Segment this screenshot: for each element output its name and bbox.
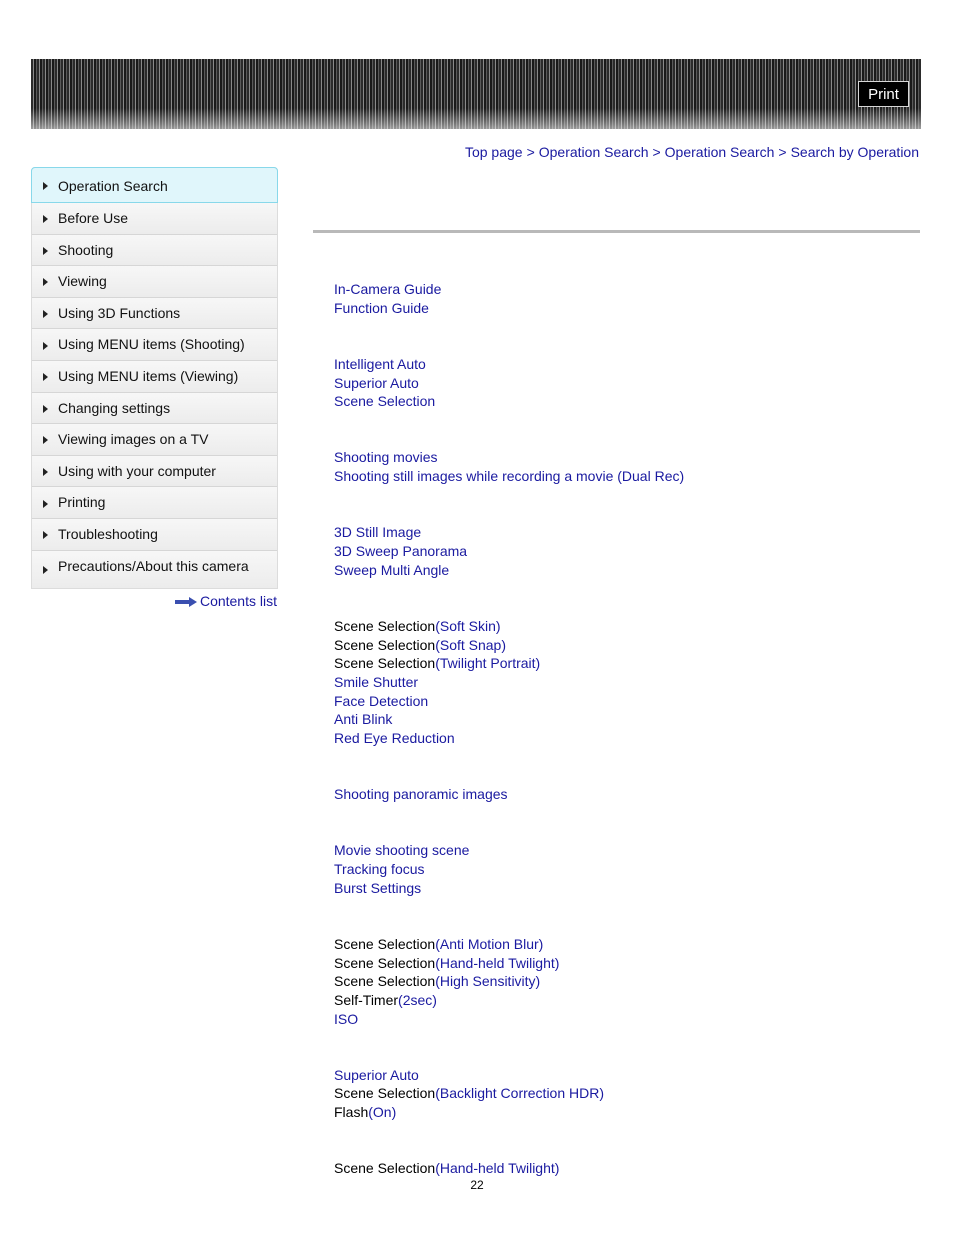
link-intelligent-auto[interactable]: Intelligent Auto: [334, 356, 426, 372]
sidebar-item-label: Viewing images on a TV: [58, 431, 209, 448]
sidebar-item-label: Using MENU items (Shooting): [58, 336, 245, 353]
link-hand-held-twilight-2[interactable]: (Hand-held Twilight): [435, 1160, 560, 1176]
link-twilight-portrait[interactable]: (Twilight Portrait): [435, 655, 541, 671]
sidebar-item-label: Before Use: [58, 210, 129, 226]
sidebar-item-label: Changing settings: [58, 399, 171, 416]
list-item: [334, 935, 543, 954]
link-shooting-movies[interactable]: Shooting movies: [334, 449, 438, 465]
link-high-sensitivity[interactable]: (High Sensitivity): [435, 973, 541, 989]
arrow-right-icon: [43, 373, 48, 381]
arrow-right-icon: [43, 468, 48, 476]
sidebar-item-precautions[interactable]: [32, 551, 277, 588]
sidebar-item-label: Using with your computer: [58, 462, 216, 479]
sidebar-item-changing-settings[interactable]: [32, 393, 277, 425]
link-anti-blink[interactable]: Anti Blink: [334, 711, 393, 727]
breadcrumb: [465, 144, 919, 160]
link-face-detection[interactable]: Face Detection: [334, 693, 429, 709]
sidebar-nav: [31, 167, 278, 589]
sidebar-item-shooting[interactable]: [32, 235, 277, 267]
arrow-right-icon: [43, 342, 48, 350]
link-scene-selection[interactable]: Scene Selection: [334, 393, 436, 409]
sidebar-item-viewing[interactable]: [32, 266, 277, 298]
list-item: [334, 729, 455, 748]
link-hand-held-twilight[interactable]: (Hand-held Twilight): [435, 955, 560, 971]
breadcrumb-top-page[interactable]: Top page: [464, 144, 523, 160]
list-item: [334, 972, 540, 991]
link-dual-rec[interactable]: Shooting still images while recording a movie (Dual Rec): [334, 468, 685, 484]
sidebar-item-label: Operation Search: [58, 178, 168, 194]
list-item: [334, 654, 540, 673]
arrow-right-icon: [43, 405, 48, 413]
breadcrumb-operation-search-2[interactable]: Operation Search: [664, 144, 775, 160]
arrow-right-icon: [43, 436, 48, 444]
breadcrumb-separator: >: [652, 144, 661, 160]
sidebar-item-label: Troubleshooting: [58, 525, 158, 542]
item-prefix: Scene Selection: [334, 637, 436, 653]
list-item: [334, 692, 428, 711]
sidebar-item-label: Precautions/About this camera: [58, 557, 249, 574]
section-divider: [313, 230, 920, 233]
sidebar-item-before-use[interactable]: [32, 203, 277, 235]
sidebar-item-label: Printing: [58, 494, 106, 511]
sidebar-item-3d-functions[interactable]: [32, 298, 277, 330]
link-flash-on[interactable]: (On): [368, 1104, 397, 1120]
breadcrumb-separator: >: [526, 144, 535, 160]
list-item: [334, 636, 506, 655]
page-number: 22: [470, 1178, 484, 1192]
sidebar-item-operation-search[interactable]: [31, 167, 278, 203]
item-prefix: Scene Selection: [334, 655, 436, 671]
link-superior-auto[interactable]: Superior Auto: [334, 375, 419, 391]
sidebar-item-computer[interactable]: [32, 456, 277, 488]
link-movie-shooting-scene[interactable]: Movie shooting scene: [334, 842, 470, 858]
item-prefix: Scene Selection: [334, 618, 436, 634]
link-red-eye-reduction[interactable]: Red Eye Reduction: [334, 730, 455, 746]
breadcrumb-search-by-operation[interactable]: Search by Operation: [790, 144, 919, 160]
arrow-right-icon: [43, 531, 48, 539]
link-backlight-correction-hdr[interactable]: (Backlight Correction HDR): [435, 1085, 605, 1101]
contents-list-label: Contents list: [199, 593, 277, 609]
sidebar-item-label: Viewing: [58, 273, 107, 290]
link-soft-skin[interactable]: (Soft Skin): [435, 618, 501, 634]
arrow-right-icon: [43, 247, 48, 255]
print-button[interactable]: Print: [858, 81, 909, 107]
link-anti-motion-blur[interactable]: (Anti Motion Blur): [435, 936, 544, 952]
list-item: [334, 673, 418, 692]
sidebar-item-viewing-tv[interactable]: [32, 424, 277, 456]
list-item: [334, 1103, 396, 1122]
breadcrumb-separator: >: [778, 144, 787, 160]
arrow-right-icon: [43, 182, 48, 190]
arrow-right-icon: [43, 566, 48, 574]
link-in-camera-guide[interactable]: In-Camera Guide: [334, 281, 442, 297]
list-item: [334, 991, 437, 1010]
item-prefix: Scene Selection: [334, 936, 436, 952]
link-sweep-multi-angle[interactable]: Sweep Multi Angle: [334, 562, 450, 578]
list-item: [334, 1010, 358, 1029]
item-prefix: Flash: [334, 1104, 369, 1120]
header-banner: [31, 59, 921, 129]
link-soft-snap[interactable]: (Soft Snap): [435, 637, 507, 653]
list-item: [334, 710, 392, 729]
link-tracking-focus[interactable]: Tracking focus: [334, 861, 425, 877]
link-2sec[interactable]: (2sec): [398, 992, 437, 1008]
contents-list-link[interactable]: [175, 593, 277, 609]
link-3d-still-image[interactable]: 3D Still Image: [334, 524, 422, 540]
item-prefix: Scene Selection: [334, 973, 436, 989]
arrow-right-icon: [43, 215, 48, 223]
list-item: [334, 617, 501, 636]
sidebar-item-menu-viewing[interactable]: [32, 361, 277, 393]
item-prefix: Self-Timer: [334, 992, 399, 1008]
sidebar-item-label: Using 3D Functions: [58, 304, 181, 321]
sidebar-item-menu-shooting[interactable]: [32, 329, 277, 361]
list-item: [334, 1159, 559, 1178]
arrow-right-icon: [43, 278, 48, 286]
breadcrumb-operation-search[interactable]: Operation Search: [538, 144, 649, 160]
sidebar-item-label: Using MENU items (Viewing): [58, 367, 239, 384]
sidebar-item-label: Shooting: [58, 241, 114, 258]
item-prefix: Scene Selection: [334, 955, 436, 971]
list-item: [334, 954, 559, 973]
list-item: [334, 1084, 604, 1103]
link-burst-settings[interactable]: Burst Settings: [334, 880, 422, 896]
link-superior-auto-2[interactable]: Superior Auto: [334, 1067, 419, 1083]
item-prefix: Scene Selection: [334, 1085, 436, 1101]
link-3d-sweep-panorama[interactable]: 3D Sweep Panorama: [334, 543, 468, 559]
item-prefix: Scene Selection: [334, 1160, 436, 1176]
list-item: [334, 1066, 419, 1085]
link-smile-shutter[interactable]: Smile Shutter: [334, 674, 419, 690]
link-function-guide[interactable]: Function Guide: [334, 300, 429, 316]
link-shooting-panoramic[interactable]: Shooting panoramic images: [334, 786, 508, 802]
arrow-right-icon: [43, 500, 48, 508]
link-iso[interactable]: ISO: [334, 1011, 359, 1027]
arrow-right-icon: [43, 310, 48, 318]
arrow-right-icon: [175, 597, 197, 607]
sidebar-item-printing[interactable]: [32, 487, 277, 519]
sidebar-item-troubleshooting[interactable]: [32, 519, 277, 551]
